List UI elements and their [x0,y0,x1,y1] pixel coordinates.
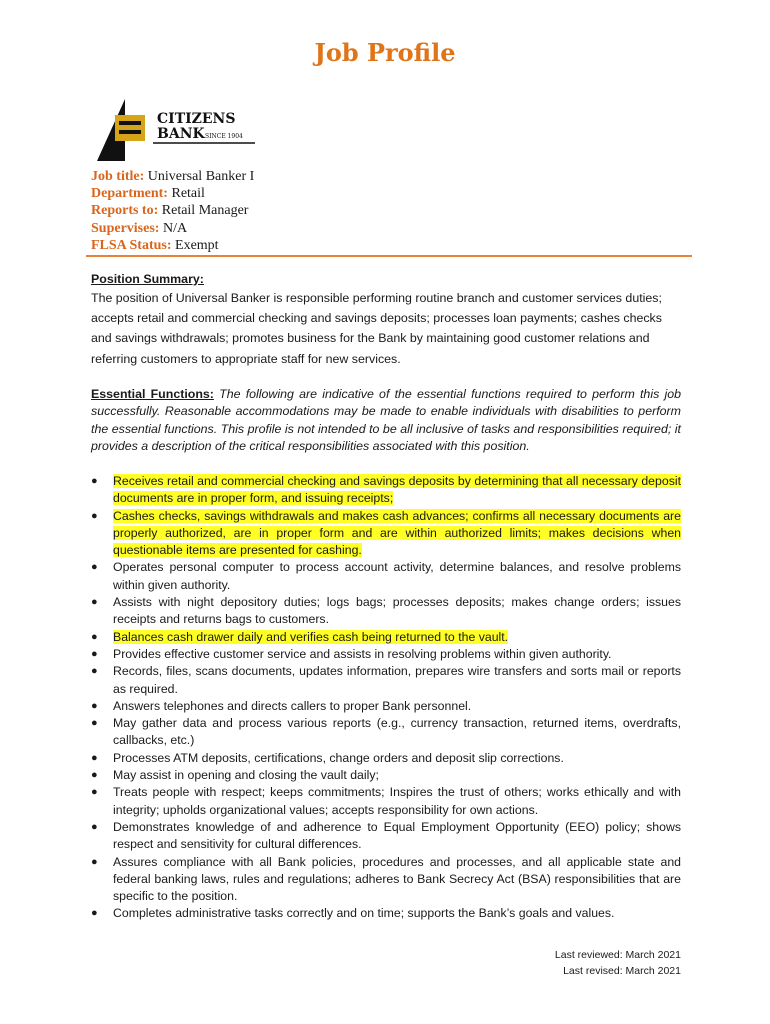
last-revised: Last revised: March 2021 [563,964,681,977]
duty-text: Demonstrates knowledge of and adherence to Equal Employment Opportunity (EEO) policy; shows respect and sensitivity for cultural differences. [113,819,681,852]
meta-value: Retail [171,186,205,202]
bullet-icon: ● [91,820,98,833]
essential-functions [91,386,681,455]
citizens-bank-logo [97,99,257,161]
bullet-icon: ● [91,699,98,712]
duty-text: May assist in opening and closing the vault daily; [113,768,379,783]
meta-value: Retail Manager [161,203,249,219]
bullet-icon: ● [91,561,98,574]
duty-text: May gather data and process various reports (e.g., currency transaction, returned items, overdrafts, callbacks, etc.) [113,716,681,748]
bullet-icon: ● [91,509,98,522]
duty-item [91,819,681,854]
bullet-icon: ● [91,907,98,920]
bullet-icon: ● [91,475,98,487]
meta-label: Department: [91,186,168,202]
duty-item [91,698,681,715]
logo-since: SINCE 1904 [205,133,243,140]
duty-item [91,629,681,646]
duty-item [91,508,681,560]
duty-item [91,715,681,750]
duty-text-highlighted: Receives retail and commercial checking and savings deposits by determining that all necessary deposit documents are in proper form, and issuing receipts; [113,474,681,506]
duty-item [91,905,681,922]
duty-text: Answers telephones and directs callers to proper Bank personnel. [113,698,472,713]
last-reviewed: Last reviewed: March 2021 [554,949,681,961]
duty-text: Completes administrative tasks correctly and on time; supports the Bank’s goals and values. [113,906,615,921]
duty-item [91,646,681,663]
duty-text-highlighted: Cashes checks, savings withdrawals and makes cash advances; confirms all necessary documents are properly authorized, are in proper form and are within authorized limits; makes decisions when questionable items are presented for cashing. [113,508,681,558]
bullet-icon: ● [91,647,98,660]
bullet-icon: ● [91,665,98,678]
logo-line1: CITIZENS [157,111,236,127]
duty-text: Provides effective customer service and assists in resolving problems within given authority. [113,646,612,661]
duty-text-highlighted: Balances cash drawer daily and verifies cash being returned to the vault. [113,629,509,644]
summary-line: referring customers to appropriate staff for new services. [91,351,401,366]
meta-flsa-status [91,237,254,254]
summary-line: and savings withdrawals; promotes business for the Bank by maintaining good customer relations and [91,331,650,346]
meta-job-title [91,168,254,185]
summary-line: The position of Universal Banker is responsible performing routine branch and customer services duties; [91,291,662,305]
duty-item [91,594,681,629]
duty-item [91,767,681,784]
bullet-icon: ● [91,596,98,609]
meta-department [91,185,254,202]
summary-heading: Position Summary: [91,272,204,286]
meta-value: Universal Banker I [147,169,255,184]
meta-label: Reports to: [91,203,159,219]
bullet-icon: ● [91,717,98,730]
duty-text: Operates personal computer to process account activity, determine balances, and resolve problems within given authority. [113,560,681,592]
duty-text: Treats people with respect; keeps commitments; Inspires the trust of others; works ethically and with integrity; upholds organizational values; accepts responsibility for own actions. [113,785,681,817]
bullet-icon: ● [91,855,98,868]
meta-reports-to [91,202,254,219]
meta-value: N/A [162,220,188,236]
job-meta [91,168,254,254]
bullet-icon: ● [91,786,98,799]
duty-text: Assists with night depository duties; logs bags; processes deposits; makes change orders; issues receipts and returns bags to customers. [113,595,681,627]
duty-item [91,784,681,819]
meta-label: FLSA Status: [91,237,172,253]
bullet-icon: ● [91,751,98,764]
duties-list [91,473,681,923]
meta-label: Supervises: [91,220,160,236]
bullet-icon: ● [91,630,98,643]
duty-text: Processes ATM deposits, certifications, change orders and deposit slip corrections. [113,750,564,765]
divider-rule [86,255,692,257]
duty-text: Records, files, scans documents, updates information, prepares wire transfers and sorts mail or reports as required. [113,664,681,696]
essential-heading: Essential Functions: [91,387,214,401]
bullet-icon: ● [91,769,98,782]
duty-text: Assures compliance with all Bank policies, procedures and processes, and all applicable state and federal banking laws, rules and regulations; adheres to Bank Secrecy Act (BSA) responsibilities that are specific to the position. [113,854,681,904]
duty-item [91,663,681,698]
duty-item [91,854,681,906]
summary-line: accepts retail and commercial checking and savings deposits; processes loan payments; cashes checks [91,311,662,326]
meta-supervises [91,220,254,237]
logo-line2: BANK [157,126,205,142]
summary-body [91,288,681,369]
duty-item [91,559,681,594]
essential-text: The following are indicative of the essential functions required to perform this job successfully. Reasonable accommodations may be made to enable individuals with disabilities to perform the essential functions. This profile is not intended to be all inclusive of tasks and responsibilities required; it provides a description of the critical responsibilities associated with this position. [91,387,682,453]
meta-value: Exempt [175,237,219,253]
meta-label: Job title: [91,169,145,184]
duty-item [91,473,681,508]
footer [555,948,681,979]
duty-item [91,750,681,767]
page-title: Job Profile [314,38,456,67]
